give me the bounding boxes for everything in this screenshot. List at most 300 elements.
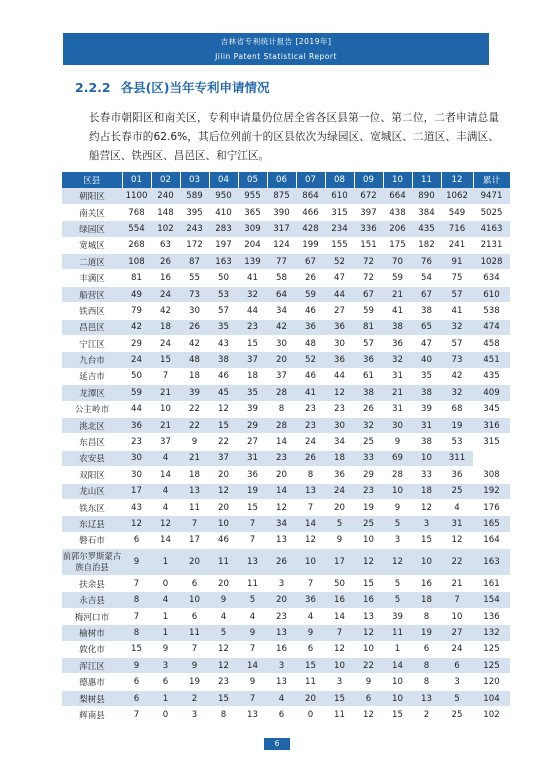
- value-cell: 11: [325, 707, 354, 723]
- value-cell: 15: [296, 658, 325, 674]
- value-cell: 139: [238, 254, 267, 270]
- table-header-row: [62, 172, 510, 188]
- table-row: [62, 336, 510, 352]
- value-cell: 57: [209, 303, 238, 319]
- value-cell: 9: [180, 658, 209, 674]
- value-cell: 5: [325, 516, 354, 532]
- value-cell: 451: [473, 352, 510, 368]
- value-cell: 6: [180, 608, 209, 624]
- value-cell: 50: [325, 576, 354, 592]
- value-cell: 31: [383, 401, 412, 417]
- value-cell: 36: [383, 336, 412, 352]
- value-cell: 12: [441, 532, 473, 548]
- county-name-cell: 丰满区: [62, 270, 122, 286]
- value-cell: 20: [296, 690, 325, 706]
- value-cell: 125: [473, 641, 510, 657]
- value-cell: 308: [473, 467, 510, 483]
- county-name-cell: 永吉县: [62, 592, 122, 608]
- table-row: [62, 625, 510, 641]
- value-cell: 6: [122, 674, 151, 690]
- table-row: [62, 467, 510, 483]
- value-cell: 172: [180, 237, 209, 253]
- value-cell: 14: [383, 658, 412, 674]
- value-cell: 5: [441, 690, 473, 706]
- county-name-cell: 梨树县: [62, 690, 122, 706]
- value-cell: 41: [238, 270, 267, 286]
- value-cell: 17: [325, 549, 354, 576]
- value-cell: 53: [209, 286, 238, 302]
- county-name-cell: 龙山区: [62, 483, 122, 499]
- value-cell: 132: [473, 625, 510, 641]
- value-cell: 47: [412, 336, 441, 352]
- value-cell: 81: [354, 319, 383, 335]
- value-cell: 199: [296, 237, 325, 253]
- value-cell: 42: [122, 319, 151, 335]
- value-cell: 12: [267, 499, 296, 515]
- value-cell: 104: [473, 690, 510, 706]
- value-cell: 21: [383, 385, 412, 401]
- value-cell: 768: [122, 204, 151, 220]
- value-cell: 24: [122, 352, 151, 368]
- value-cell: 9: [180, 434, 209, 450]
- value-cell: 31: [383, 368, 412, 384]
- value-cell: 18: [325, 450, 354, 466]
- value-cell: 108: [122, 254, 151, 270]
- value-cell: 664: [383, 188, 412, 204]
- value-cell: 25: [354, 516, 383, 532]
- table-row: [62, 303, 510, 319]
- section-number: 2.2.2: [75, 80, 111, 95]
- value-cell: 12: [209, 483, 238, 499]
- value-cell: 15: [412, 532, 441, 548]
- value-cell: 12: [412, 499, 441, 515]
- value-cell: 55: [180, 270, 209, 286]
- column-header: 01: [122, 172, 151, 188]
- value-cell: 15: [209, 417, 238, 433]
- value-cell: 14: [267, 483, 296, 499]
- county-name-cell: 朝阳区: [62, 188, 122, 204]
- value-cell: 175: [383, 237, 412, 253]
- value-cell: 29: [238, 417, 267, 433]
- value-cell: 19: [441, 417, 473, 433]
- value-cell: 10: [325, 658, 354, 674]
- value-cell: 5: [238, 592, 267, 608]
- value-cell: 10: [296, 549, 325, 576]
- value-cell: 20: [209, 467, 238, 483]
- value-cell: 23: [267, 450, 296, 466]
- county-name-cell: 铁西区: [62, 303, 122, 319]
- value-cell: 11: [383, 625, 412, 641]
- value-cell: 390: [267, 204, 296, 220]
- value-cell: 26: [151, 254, 180, 270]
- value-cell: 1: [151, 690, 180, 706]
- value-cell: 409: [473, 385, 510, 401]
- value-cell: 3: [412, 516, 441, 532]
- value-cell: 120: [473, 674, 510, 690]
- value-cell: 46: [296, 368, 325, 384]
- value-cell: 87: [180, 254, 209, 270]
- table-row: [62, 221, 510, 237]
- value-cell: 10: [151, 401, 180, 417]
- county-name-cell: 昌邑区: [62, 319, 122, 335]
- value-cell: 13: [267, 625, 296, 641]
- value-cell: 610: [473, 286, 510, 302]
- county-name-cell: 东辽县: [62, 516, 122, 532]
- value-cell: 19: [180, 674, 209, 690]
- value-cell: 148: [151, 204, 180, 220]
- value-cell: 30: [325, 417, 354, 433]
- table-row: [62, 204, 510, 220]
- column-header: 09: [354, 172, 383, 188]
- table-row: [62, 434, 510, 450]
- value-cell: 30: [180, 303, 209, 319]
- value-cell: 610: [325, 188, 354, 204]
- value-cell: 65: [412, 319, 441, 335]
- value-cell: 72: [354, 270, 383, 286]
- value-cell: 41: [296, 385, 325, 401]
- value-cell: 12: [209, 401, 238, 417]
- value-cell: 554: [122, 221, 151, 237]
- table-row: [62, 352, 510, 368]
- table-row: [62, 368, 510, 384]
- value-cell: 26: [267, 549, 296, 576]
- value-cell: 13: [412, 690, 441, 706]
- value-cell: 20: [267, 352, 296, 368]
- value-cell: 24: [325, 483, 354, 499]
- value-cell: 10: [354, 641, 383, 657]
- value-cell: 36: [122, 417, 151, 433]
- value-cell: 38: [354, 385, 383, 401]
- value-cell: 4: [296, 608, 325, 624]
- value-cell: 20: [267, 592, 296, 608]
- value-cell: 161: [473, 576, 510, 592]
- value-cell: 125: [473, 658, 510, 674]
- column-header: 11: [412, 172, 441, 188]
- value-cell: 7: [180, 516, 209, 532]
- column-header: 05: [238, 172, 267, 188]
- value-cell: 164: [473, 532, 510, 548]
- value-cell: 1062: [441, 188, 473, 204]
- value-cell: 25: [441, 483, 473, 499]
- value-cell: 8: [296, 467, 325, 483]
- county-name-cell: 龙潭区: [62, 385, 122, 401]
- value-cell: 72: [354, 254, 383, 270]
- value-cell: 6: [180, 576, 209, 592]
- value-cell: 18: [238, 368, 267, 384]
- value-cell: 3: [267, 576, 296, 592]
- county-name-cell: 宁江区: [62, 336, 122, 352]
- value-cell: 48: [180, 352, 209, 368]
- value-cell: 589: [180, 188, 209, 204]
- table-row: [62, 499, 510, 515]
- value-cell: 61: [354, 368, 383, 384]
- county-name-cell: 延吉市: [62, 368, 122, 384]
- value-cell: 151: [354, 237, 383, 253]
- value-cell: 27: [238, 434, 267, 450]
- value-cell: 70: [383, 254, 412, 270]
- value-cell: 27: [325, 303, 354, 319]
- value-cell: 15: [238, 336, 267, 352]
- value-cell: 31: [412, 417, 441, 433]
- value-cell: 18: [180, 368, 209, 384]
- value-cell: 11: [296, 674, 325, 690]
- value-cell: 30: [267, 336, 296, 352]
- value-cell: 59: [122, 385, 151, 401]
- value-cell: 14: [151, 467, 180, 483]
- column-header: 04: [209, 172, 238, 188]
- value-cell: 30: [325, 336, 354, 352]
- value-cell: 23: [296, 417, 325, 433]
- value-cell: 73: [441, 352, 473, 368]
- value-cell: 13: [354, 608, 383, 624]
- value-cell: 36: [238, 467, 267, 483]
- column-header: 07: [296, 172, 325, 188]
- value-cell: 38: [412, 434, 441, 450]
- value-cell: 241: [441, 237, 473, 253]
- table-row: [62, 270, 510, 286]
- value-cell: 7: [296, 499, 325, 515]
- value-cell: 38: [412, 303, 441, 319]
- value-cell: 1: [383, 641, 412, 657]
- value-cell: 37: [238, 352, 267, 368]
- table-row: [62, 576, 510, 592]
- page-number: 6: [264, 738, 290, 750]
- value-cell: 12: [354, 625, 383, 641]
- value-cell: 204: [238, 237, 267, 253]
- value-cell: 12: [354, 549, 383, 576]
- value-cell: 2131: [473, 237, 510, 253]
- value-cell: 73: [180, 286, 209, 302]
- table-row: [62, 549, 510, 576]
- value-cell: 34: [325, 434, 354, 450]
- value-cell: 39: [383, 608, 412, 624]
- value-cell: 14: [296, 516, 325, 532]
- county-name-cell: 船营区: [62, 286, 122, 302]
- value-cell: 206: [383, 221, 412, 237]
- section-heading: [75, 78, 270, 96]
- value-cell: 26: [296, 450, 325, 466]
- county-name-cell: 双阳区: [62, 467, 122, 483]
- county-name-cell: 东昌区: [62, 434, 122, 450]
- value-cell: 6: [441, 658, 473, 674]
- value-cell: 45: [209, 385, 238, 401]
- value-cell: 182: [412, 237, 441, 253]
- value-cell: 21: [180, 450, 209, 466]
- value-cell: 1: [151, 608, 180, 624]
- value-cell: 12: [325, 641, 354, 657]
- value-cell: 1: [151, 549, 180, 576]
- value-cell: 14: [325, 608, 354, 624]
- value-cell: 21: [441, 576, 473, 592]
- value-cell: 11: [238, 576, 267, 592]
- value-cell: 0: [151, 707, 180, 723]
- value-cell: 38: [209, 352, 238, 368]
- value-cell: 39: [238, 401, 267, 417]
- value-cell: 36: [296, 592, 325, 608]
- value-cell: 26: [180, 319, 209, 335]
- value-cell: 20: [209, 499, 238, 515]
- value-cell: 1: [151, 625, 180, 641]
- value-cell: 9: [122, 658, 151, 674]
- value-cell: 24: [151, 336, 180, 352]
- value-cell: 23: [296, 401, 325, 417]
- value-cell: 4: [441, 499, 473, 515]
- value-cell: 35: [238, 385, 267, 401]
- value-cell: 15: [354, 576, 383, 592]
- value-cell: 13: [267, 532, 296, 548]
- value-cell: 24: [441, 641, 473, 657]
- value-cell: 63: [151, 237, 180, 253]
- value-cell: 15: [151, 352, 180, 368]
- value-cell: 32: [441, 385, 473, 401]
- value-cell: 14: [151, 532, 180, 548]
- value-cell: 16: [151, 270, 180, 286]
- value-cell: 79: [122, 303, 151, 319]
- value-cell: 5: [383, 592, 412, 608]
- value-cell: 0: [296, 707, 325, 723]
- value-cell: 16: [412, 576, 441, 592]
- county-name-cell: 浑江区: [62, 658, 122, 674]
- value-cell: 1028: [473, 254, 510, 270]
- value-cell: 22: [180, 417, 209, 433]
- value-cell: 35: [209, 319, 238, 335]
- value-cell: 3: [325, 674, 354, 690]
- value-cell: 6: [122, 532, 151, 548]
- value-cell: 20: [180, 549, 209, 576]
- county-name-cell: 宽城区: [62, 237, 122, 253]
- value-cell: 49: [122, 286, 151, 302]
- value-cell: 8: [267, 401, 296, 417]
- value-cell: 44: [122, 401, 151, 417]
- value-cell: 11: [180, 499, 209, 515]
- value-cell: 474: [473, 319, 510, 335]
- column-header: 累计: [473, 172, 510, 188]
- value-cell: 316: [473, 417, 510, 433]
- value-cell: 384: [412, 204, 441, 220]
- value-cell: 15: [325, 690, 354, 706]
- value-cell: 890: [412, 188, 441, 204]
- value-cell: 46: [209, 368, 238, 384]
- value-cell: 7: [238, 690, 267, 706]
- value-cell: 22: [441, 549, 473, 576]
- value-cell: 435: [473, 368, 510, 384]
- value-cell: 18: [151, 319, 180, 335]
- value-cell: 13: [296, 483, 325, 499]
- value-cell: 5: [383, 576, 412, 592]
- value-cell: 10: [383, 483, 412, 499]
- county-name-cell: 南关区: [62, 204, 122, 220]
- value-cell: 12: [122, 516, 151, 532]
- summary-paragraph: 长春市朝阳区和南关区，专利申请量仍位居全省各区县第一位、第二位，二者申请总量约占长春市的62.6%，其后位列前十的区县依次为绿园区、宽城区、二道区、丰满区、船营区、铁西区、昌邑区、和宁江区。: [89, 112, 499, 162]
- value-cell: 410: [209, 204, 238, 220]
- value-cell: 192: [473, 483, 510, 499]
- value-cell: 7: [122, 576, 151, 592]
- value-cell: 9: [238, 625, 267, 641]
- table-row: [62, 401, 510, 417]
- value-cell: 37: [267, 368, 296, 384]
- value-cell: 15: [238, 499, 267, 515]
- value-cell: 57: [354, 336, 383, 352]
- county-name-cell: 二道区: [62, 254, 122, 270]
- value-cell: 67: [412, 286, 441, 302]
- value-cell: 44: [238, 303, 267, 319]
- value-cell: 8: [122, 625, 151, 641]
- value-cell: 40: [412, 352, 441, 368]
- value-cell: 36: [325, 319, 354, 335]
- value-cell: 69: [383, 450, 412, 466]
- value-cell: 9471: [473, 188, 510, 204]
- value-cell: 165: [473, 516, 510, 532]
- county-name-cell: 辉南县: [62, 707, 122, 723]
- value-cell: 102: [473, 707, 510, 723]
- county-name-cell: 公主岭市: [62, 401, 122, 417]
- value-cell: 716: [441, 221, 473, 237]
- value-cell: 4: [238, 608, 267, 624]
- header-title-cn: 吉林省专利统计报告 [2019年]: [220, 37, 332, 46]
- value-cell: 31: [238, 450, 267, 466]
- value-cell: 19: [354, 499, 383, 515]
- value-cell: 68: [441, 401, 473, 417]
- value-cell: 64: [267, 286, 296, 302]
- value-cell: 4: [151, 592, 180, 608]
- value-cell: 37: [151, 434, 180, 450]
- value-cell: 18: [412, 483, 441, 499]
- value-cell: 44: [325, 368, 354, 384]
- value-cell: 154: [473, 592, 510, 608]
- column-header: 06: [267, 172, 296, 188]
- value-cell: 32: [441, 319, 473, 335]
- value-cell: 16: [354, 592, 383, 608]
- value-cell: 466: [296, 204, 325, 220]
- value-cell: 25: [354, 434, 383, 450]
- value-cell: 75: [441, 270, 473, 286]
- value-cell: 317: [267, 221, 296, 237]
- county-name-cell: 梅河口市: [62, 608, 122, 624]
- column-header: 02: [151, 172, 180, 188]
- value-cell: 47: [325, 270, 354, 286]
- column-header: 03: [180, 172, 209, 188]
- value-cell: 864: [296, 188, 325, 204]
- value-cell: 32: [238, 286, 267, 302]
- value-cell: 26: [296, 270, 325, 286]
- value-cell: 19: [238, 483, 267, 499]
- value-cell: 41: [441, 303, 473, 319]
- value-cell: 36: [325, 467, 354, 483]
- value-cell: 4163: [473, 221, 510, 237]
- county-name-cell: 榆树市: [62, 625, 122, 641]
- value-cell: 8: [412, 658, 441, 674]
- value-cell: 24: [151, 286, 180, 302]
- value-cell: 21: [151, 385, 180, 401]
- value-cell: 7: [238, 641, 267, 657]
- value-cell: 31: [441, 516, 473, 532]
- value-cell: 176: [473, 499, 510, 515]
- value-cell: 14: [238, 658, 267, 674]
- value-cell: 12: [209, 658, 238, 674]
- county-name-cell: 铁东区: [62, 499, 122, 515]
- value-cell: 955: [238, 188, 267, 204]
- value-cell: 59: [383, 270, 412, 286]
- value-cell: 20: [209, 576, 238, 592]
- value-cell: 234: [325, 221, 354, 237]
- value-cell: 11: [180, 625, 209, 641]
- value-cell: 549: [441, 204, 473, 220]
- county-name-cell: 洮北区: [62, 417, 122, 433]
- value-cell: 5: [209, 625, 238, 641]
- value-cell: 37: [209, 450, 238, 466]
- value-cell: 3: [441, 674, 473, 690]
- value-cell: 5: [383, 516, 412, 532]
